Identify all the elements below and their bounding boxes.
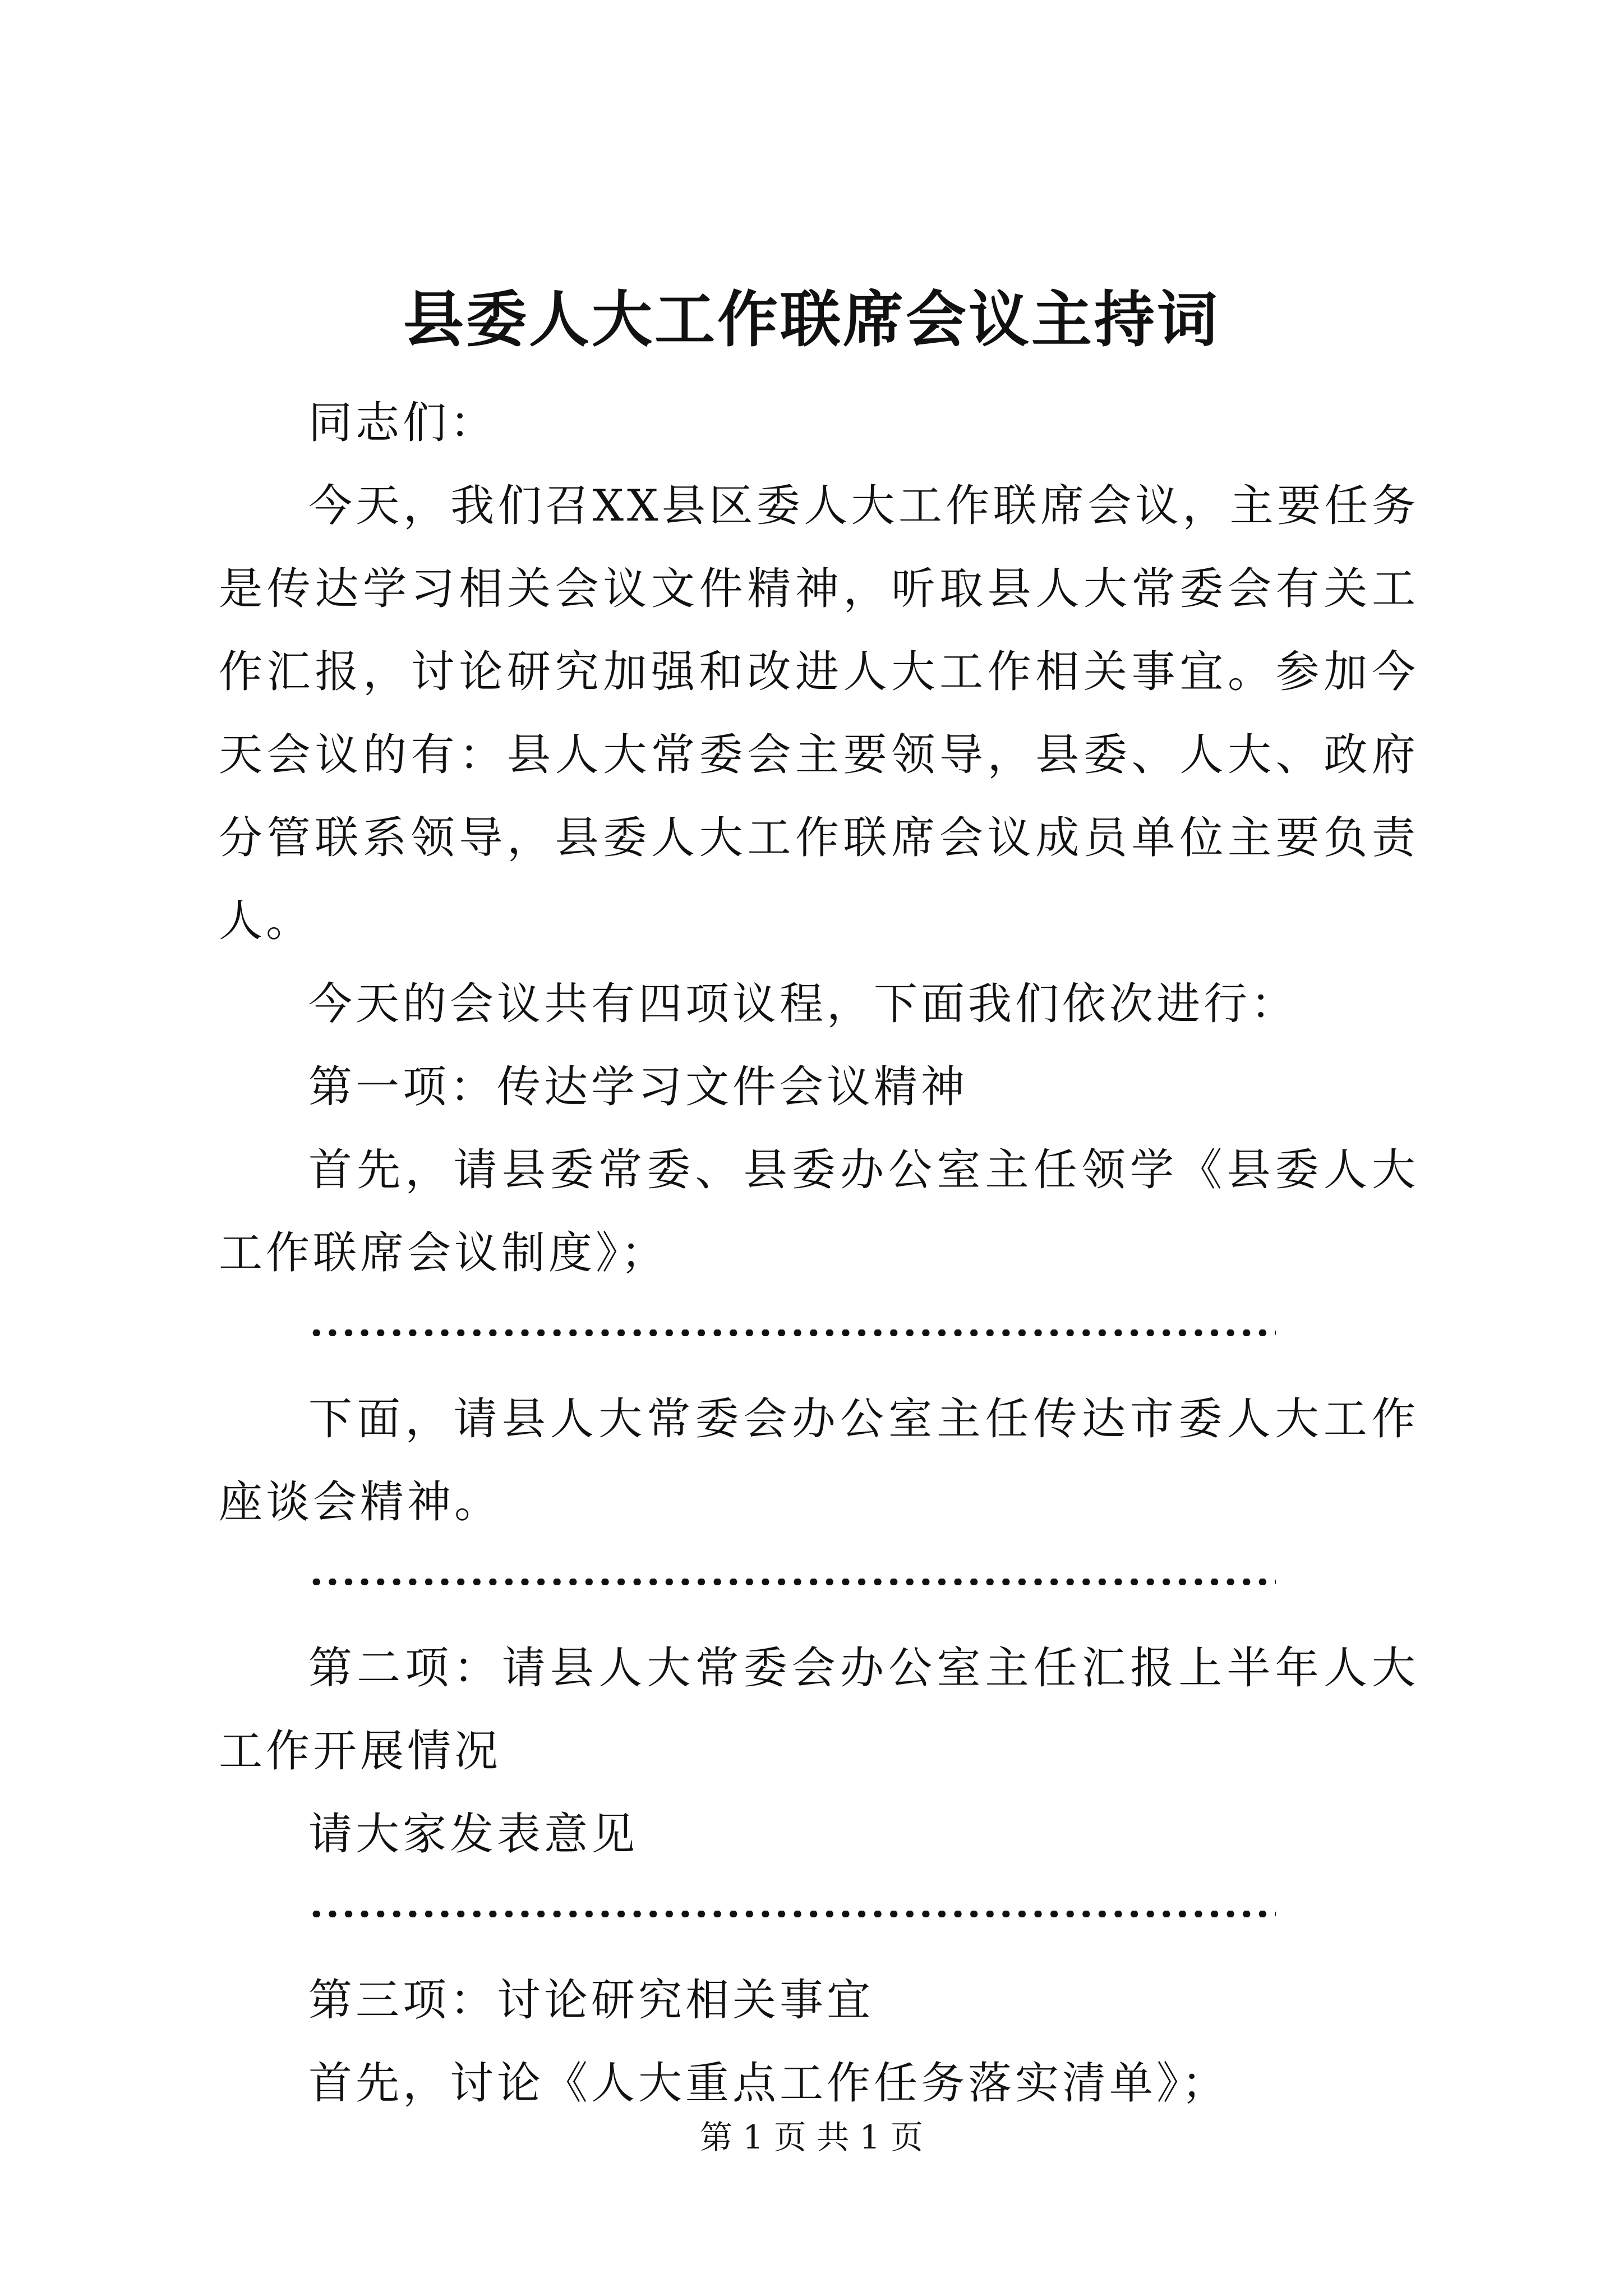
agenda-item-1-second: 下面，请县人大常委会办公室主任传达市委人大工作座谈会精神。 [219,1394,1419,1527]
agenda-item-2-heading: 第二项：请县人大常委会办公室主任汇报上半年人大工作开展情况 [219,1643,1419,1777]
agenda-intro: 今天的会议共有四项议程，下面我们依次进行： [308,979,1298,1029]
agenda-item-3-first: 首先，讨论《人大重点工作任务落实清单》； [308,2058,1229,2109]
ellipsis-separator [219,1876,1419,1959]
agenda-item-1-first: 首先，请县委常委、县委办公室主任领学《县委人大工作联席会议制度》； [219,1145,1419,1278]
salutation: 同志们： [308,398,497,448]
ellipsis-separator [219,1295,1419,1378]
agenda-item-3-heading: 第三项：讨论研究相关事宜 [308,1975,874,2026]
intro-paragraph: 今天，我们召XX县区委人大工作联席会议，主要任务是传达学习相关会议文件精神，听取县人大常委会有关工作汇报，讨论研究加强和改进人大工作相关事宜。参加今天会议的有：县人大常委会主要领导，县委、人大、政府分管联系领导，县委人大工作联席会议成员单位主要负责人。 [219,481,1419,946]
ellipsis-separator [219,1544,1419,1627]
page-footer: 第 1 页 共 1 页 [700,2118,923,2156]
document-body [219,381,1419,2125]
agenda-item-2-comment: 请大家发表意见 [308,1809,639,1860]
document-title: 县委人大工作联席会议主持词 [403,284,1220,355]
agenda-item-1-heading: 第一项：传达学习文件会议精神 [308,1062,969,1112]
